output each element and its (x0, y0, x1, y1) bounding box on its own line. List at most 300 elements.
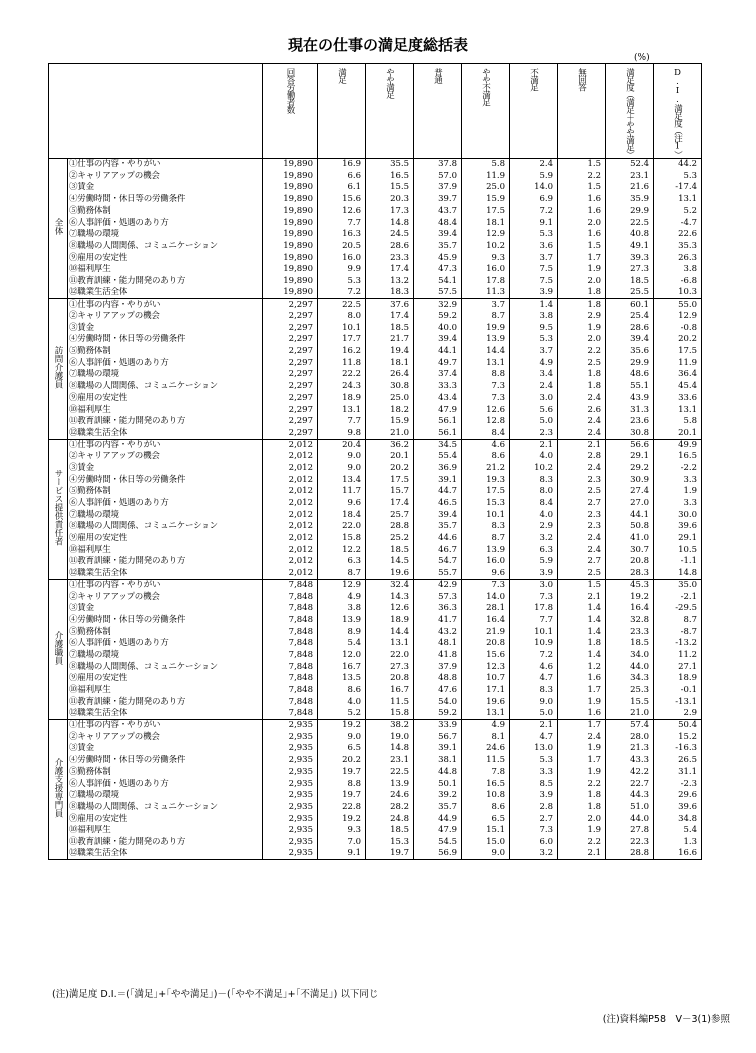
value-cell: -2.3 (654, 778, 702, 790)
value-cell: 3.4 (510, 369, 558, 381)
value-cell: 19,890 (263, 182, 318, 194)
value-cell: 27.0 (606, 497, 654, 509)
value-cell: 9.9 (318, 264, 366, 276)
value-cell: 1.3 (654, 836, 702, 848)
value-cell: 55.7 (414, 568, 462, 580)
value-cell: 18.5 (366, 322, 414, 334)
item-label: ⑩福利厚生 (68, 684, 263, 696)
value-cell: 2,297 (263, 299, 318, 311)
value-cell: 9.5 (510, 322, 558, 334)
value-cell: 19,890 (263, 275, 318, 287)
value-cell: 35.7 (414, 240, 462, 252)
value-cell: 24.8 (366, 813, 414, 825)
value-cell: 45.9 (414, 252, 462, 264)
value-cell: 35.7 (414, 521, 462, 533)
value-cell: 16.4 (462, 614, 510, 626)
value-cell: 2,012 (263, 497, 318, 509)
value-cell: 19.6 (366, 568, 414, 580)
value-cell: 9.1 (318, 848, 366, 860)
value-cell: 9.6 (462, 568, 510, 580)
value-cell: 19.9 (462, 322, 510, 334)
item-label: ⑤勤務体制 (68, 346, 263, 358)
value-cell: 7,848 (263, 673, 318, 685)
value-cell: -13.2 (654, 638, 702, 650)
item-label: ⑧職場の人間関係、コミュニケーション (68, 661, 263, 673)
value-cell: 1.6 (558, 194, 606, 206)
column-header-label: やや不満足 (480, 68, 491, 106)
value-cell: 7,848 (263, 661, 318, 673)
value-cell: 1.9 (654, 486, 702, 498)
value-cell: 15.7 (366, 486, 414, 498)
item-label: ①仕事の内容・やりがい (68, 579, 263, 591)
value-cell: 6.5 (462, 813, 510, 825)
value-cell: 8.7 (462, 533, 510, 545)
table-row (49, 322, 702, 334)
value-cell: -1.1 (654, 556, 702, 568)
value-cell: 37.6 (366, 299, 414, 311)
value-cell: 14.4 (462, 346, 510, 358)
value-cell: -8.7 (654, 626, 702, 638)
table-row (49, 591, 702, 603)
value-cell: 10.2 (462, 240, 510, 252)
value-cell: 5.4 (318, 638, 366, 650)
value-cell: 8.3 (462, 521, 510, 533)
value-cell: 3.0 (510, 392, 558, 404)
value-cell: 29.1 (654, 533, 702, 545)
value-cell: 6.6 (318, 170, 366, 182)
value-cell: 25.2 (366, 533, 414, 545)
value-cell: 34.8 (654, 813, 702, 825)
value-cell: 33.3 (414, 381, 462, 393)
value-cell: 29.1 (606, 451, 654, 463)
item-label: ⑫職業生活全体 (68, 287, 263, 299)
value-cell: 39.3 (606, 252, 654, 264)
value-cell: 10.9 (510, 638, 558, 650)
value-cell: 1.9 (558, 743, 606, 755)
value-cell: 21.6 (606, 182, 654, 194)
value-cell: 45.3 (606, 579, 654, 591)
value-cell: 5.3 (318, 275, 366, 287)
value-cell: 5.4 (654, 825, 702, 837)
value-cell: 43.7 (414, 205, 462, 217)
value-cell: 28.2 (366, 801, 414, 813)
value-cell: 47.3 (414, 264, 462, 276)
value-cell: 13.1 (654, 404, 702, 416)
value-cell: 8.5 (510, 778, 558, 790)
value-cell: 2.2 (558, 778, 606, 790)
value-cell: 15.5 (366, 182, 414, 194)
value-cell: 1.9 (558, 766, 606, 778)
value-cell: 3.7 (510, 346, 558, 358)
value-cell: 2,012 (263, 568, 318, 580)
value-cell: 44.0 (606, 661, 654, 673)
value-cell: 1.8 (558, 287, 606, 299)
value-cell: 7,848 (263, 603, 318, 615)
item-label: ③賃金 (68, 322, 263, 334)
value-cell: 1.7 (558, 755, 606, 767)
item-label: ③賃金 (68, 462, 263, 474)
value-cell: 16.6 (654, 848, 702, 860)
table-row (49, 556, 702, 568)
value-cell: 3.0 (510, 579, 558, 591)
value-cell: 36.2 (366, 439, 414, 451)
value-cell: 4.0 (318, 696, 366, 708)
item-label: ⑥人事評価・処遇のあり方 (68, 778, 263, 790)
value-cell: 19,890 (263, 252, 318, 264)
table-row (49, 229, 702, 241)
value-cell: 25.0 (366, 392, 414, 404)
value-cell: 21.0 (606, 708, 654, 720)
table-row (49, 579, 702, 591)
value-cell: 2.9 (510, 521, 558, 533)
value-cell: 12.6 (318, 205, 366, 217)
value-cell: 15.6 (462, 649, 510, 661)
value-cell: 28.1 (462, 603, 510, 615)
value-cell: 59.2 (414, 310, 462, 322)
value-cell: 18.5 (366, 544, 414, 556)
item-label: ⑧職場の人間関係、コミュニケーション (68, 521, 263, 533)
value-cell: 1.9 (558, 264, 606, 276)
value-cell: 34.5 (414, 439, 462, 451)
value-cell: 39.4 (414, 509, 462, 521)
table-row (49, 743, 702, 755)
table-row (49, 357, 702, 369)
value-cell: 45.4 (654, 381, 702, 393)
value-cell: 42.9 (414, 579, 462, 591)
value-cell: 1.5 (558, 579, 606, 591)
table-row (49, 182, 702, 194)
item-label: ②キャリアアップの機会 (68, 591, 263, 603)
value-cell: 29.2 (606, 462, 654, 474)
value-cell: 3.6 (510, 240, 558, 252)
item-label: ②キャリアアップの機会 (68, 170, 263, 182)
value-cell: 3.3 (654, 497, 702, 509)
item-label: ④労働時間・休日等の労働条件 (68, 614, 263, 626)
value-cell: 30.8 (366, 381, 414, 393)
value-cell: 13.1 (462, 357, 510, 369)
table-row (49, 790, 702, 802)
value-cell: 16.5 (654, 451, 702, 463)
value-cell: 48.4 (414, 217, 462, 229)
value-cell: 1.4 (558, 614, 606, 626)
value-cell: 1.8 (558, 638, 606, 650)
value-cell: 49.7 (414, 357, 462, 369)
value-cell: 28.3 (606, 568, 654, 580)
item-label: ①仕事の内容・やりがい (68, 720, 263, 732)
value-cell: 15.8 (318, 533, 366, 545)
value-cell: 17.5 (654, 346, 702, 358)
value-cell: 21.2 (462, 462, 510, 474)
value-cell: 20.2 (366, 462, 414, 474)
table-row (49, 521, 702, 533)
value-cell: 43.9 (606, 392, 654, 404)
value-cell: 13.2 (366, 275, 414, 287)
value-cell: 16.7 (366, 684, 414, 696)
value-cell: 36.3 (414, 603, 462, 615)
value-cell: 2.4 (510, 159, 558, 171)
value-cell: 50.8 (606, 521, 654, 533)
value-cell: 7,848 (263, 591, 318, 603)
value-cell: 5.9 (510, 556, 558, 568)
item-label: ⑤勤務体制 (68, 626, 263, 638)
value-cell: 7,848 (263, 684, 318, 696)
value-cell: 4.9 (318, 591, 366, 603)
value-cell: 44.1 (414, 346, 462, 358)
value-cell: 7.2 (318, 287, 366, 299)
value-cell: 11.2 (654, 649, 702, 661)
table-row (49, 404, 702, 416)
value-cell: 7.8 (462, 766, 510, 778)
value-cell: 22.0 (366, 649, 414, 661)
value-cell: 3.8 (510, 310, 558, 322)
value-cell: 44.6 (414, 533, 462, 545)
column-header-label: 不満足 (528, 68, 539, 91)
value-cell: 7.3 (462, 392, 510, 404)
value-cell: 39.2 (414, 790, 462, 802)
value-cell: 7.7 (318, 416, 366, 428)
value-cell: 3.3 (510, 766, 558, 778)
value-cell: 15.3 (462, 497, 510, 509)
column-header (366, 64, 414, 159)
value-cell: 1.7 (558, 720, 606, 732)
column-header (462, 64, 510, 159)
value-cell: 25.7 (366, 509, 414, 521)
value-cell: 21.0 (366, 427, 414, 439)
value-cell: 15.8 (366, 708, 414, 720)
value-cell: 26.4 (366, 369, 414, 381)
value-cell: 19,890 (263, 194, 318, 206)
item-label: ⑨雇用の安定性 (68, 392, 263, 404)
value-cell: 5.3 (510, 229, 558, 241)
value-cell: 17.8 (510, 603, 558, 615)
table-row (49, 755, 702, 767)
value-cell: 7.7 (510, 614, 558, 626)
table-row (49, 392, 702, 404)
value-cell: 11.8 (318, 357, 366, 369)
value-cell: 5.2 (318, 708, 366, 720)
value-cell: 9.3 (462, 252, 510, 264)
value-cell: 5.8 (462, 159, 510, 171)
value-cell: 31.1 (654, 766, 702, 778)
table-row (49, 603, 702, 615)
value-cell: 8.0 (318, 310, 366, 322)
value-cell: 56.7 (414, 731, 462, 743)
item-label: ②キャリアアップの機会 (68, 731, 263, 743)
item-label: ③賃金 (68, 743, 263, 755)
value-cell: 2.4 (558, 533, 606, 545)
value-cell: 12.2 (318, 544, 366, 556)
value-cell: 15.6 (318, 194, 366, 206)
table-row (49, 778, 702, 790)
value-cell: 2.1 (558, 591, 606, 603)
value-cell: 3.9 (510, 568, 558, 580)
value-cell: 46.5 (414, 497, 462, 509)
table-row (49, 649, 702, 661)
value-cell: 24.5 (366, 229, 414, 241)
item-label: ⑥人事評価・処遇のあり方 (68, 497, 263, 509)
value-cell: 10.7 (462, 673, 510, 685)
value-cell: 10.5 (654, 544, 702, 556)
table-row (49, 416, 702, 428)
value-cell: 7,848 (263, 579, 318, 591)
value-cell: 2,012 (263, 556, 318, 568)
table-row (49, 661, 702, 673)
column-header (558, 64, 606, 159)
value-cell: 2.4 (558, 731, 606, 743)
value-cell: 19,890 (263, 240, 318, 252)
value-cell: 39.6 (654, 521, 702, 533)
value-cell: 30.0 (654, 509, 702, 521)
value-cell: 26.5 (654, 755, 702, 767)
column-header (263, 64, 318, 159)
value-cell: 2,935 (263, 731, 318, 743)
value-cell: 31.3 (606, 404, 654, 416)
value-cell: 16.5 (366, 170, 414, 182)
item-label: ⑨雇用の安定性 (68, 813, 263, 825)
value-cell: 7.3 (462, 579, 510, 591)
value-cell: 39.1 (414, 474, 462, 486)
value-cell: 12.0 (318, 649, 366, 661)
value-cell: 20.1 (654, 427, 702, 439)
value-cell: 5.3 (654, 170, 702, 182)
value-cell: 19.4 (366, 346, 414, 358)
page-title: 現在の仕事の満足度総括表 (287, 36, 468, 54)
value-cell: 20.3 (366, 194, 414, 206)
value-cell: 25.0 (462, 182, 510, 194)
value-cell: 19,890 (263, 170, 318, 182)
table-row (49, 299, 702, 311)
group-label-cell (49, 579, 68, 719)
item-label: ⑧職場の人間関係、コミュニケーション (68, 381, 263, 393)
value-cell: 28.0 (606, 731, 654, 743)
value-cell: 33.9 (414, 720, 462, 732)
value-cell: 20.5 (318, 240, 366, 252)
value-cell: 2,297 (263, 416, 318, 428)
value-cell: 4.0 (510, 509, 558, 521)
table-row (49, 825, 702, 837)
value-cell: 8.7 (654, 614, 702, 626)
value-cell: 1.5 (558, 182, 606, 194)
value-cell: 54.7 (414, 556, 462, 568)
item-label: ⑪教育訓練・能力開発のあり方 (68, 556, 263, 568)
value-cell: 7.2 (510, 205, 558, 217)
value-cell: 17.1 (462, 684, 510, 696)
value-cell: 3.2 (510, 848, 558, 860)
value-cell: 2.9 (558, 310, 606, 322)
value-cell: 14.3 (366, 591, 414, 603)
value-cell: 17.7 (318, 334, 366, 346)
value-cell: 16.7 (318, 661, 366, 673)
value-cell: 2,012 (263, 439, 318, 451)
value-cell: 8.0 (510, 486, 558, 498)
value-cell: 12.8 (462, 416, 510, 428)
value-cell: 2.2 (558, 170, 606, 182)
value-cell: 2.8 (510, 801, 558, 813)
value-cell: 3.7 (510, 252, 558, 264)
table-row (49, 194, 702, 206)
column-header (510, 64, 558, 159)
value-cell: 17.3 (366, 205, 414, 217)
value-cell: 42.2 (606, 766, 654, 778)
item-label: ④労働時間・休日等の労働条件 (68, 474, 263, 486)
value-cell: 48.1 (414, 638, 462, 650)
value-cell: 44.1 (606, 509, 654, 521)
value-cell: 54.1 (414, 275, 462, 287)
value-cell: 41.0 (606, 533, 654, 545)
value-cell: -0.1 (654, 684, 702, 696)
value-cell: 2,935 (263, 778, 318, 790)
table-row (49, 170, 702, 182)
table-row (49, 836, 702, 848)
item-label: ⑧職場の人間関係、コミュニケーション (68, 240, 263, 252)
table-row (49, 252, 702, 264)
value-cell: 4.9 (462, 720, 510, 732)
value-cell: 37.4 (414, 369, 462, 381)
value-cell: 3.3 (654, 474, 702, 486)
value-cell: 11.9 (654, 357, 702, 369)
value-cell: 3.7 (462, 299, 510, 311)
value-cell: 14.8 (366, 217, 414, 229)
column-header (318, 64, 366, 159)
value-cell: 46.7 (414, 544, 462, 556)
value-cell: 5.0 (510, 708, 558, 720)
value-cell: 51.0 (606, 801, 654, 813)
value-cell: 2.7 (558, 556, 606, 568)
value-cell: 2,012 (263, 544, 318, 556)
table-row (49, 240, 702, 252)
value-cell: 2,012 (263, 462, 318, 474)
group-label: 全体 (53, 218, 63, 236)
value-cell: 10.1 (510, 626, 558, 638)
value-cell: 57.4 (606, 720, 654, 732)
value-cell: 35.6 (606, 346, 654, 358)
value-cell: 5.6 (510, 404, 558, 416)
value-cell: 2,935 (263, 801, 318, 813)
value-cell: 41.8 (414, 649, 462, 661)
column-header (654, 64, 702, 159)
value-cell: 18.2 (366, 404, 414, 416)
value-cell: 9.6 (318, 497, 366, 509)
value-cell: 17.4 (366, 497, 414, 509)
value-cell: 17.5 (462, 486, 510, 498)
value-cell: 30.7 (606, 544, 654, 556)
item-label: ⑦職場の環境 (68, 229, 263, 241)
item-label: ⑩福利厚生 (68, 825, 263, 837)
value-cell: 22.8 (318, 801, 366, 813)
value-cell: 2.8 (558, 451, 606, 463)
value-cell: 20.2 (318, 755, 366, 767)
value-cell: 7.3 (462, 381, 510, 393)
value-cell: 2.7 (558, 497, 606, 509)
value-cell: 4.9 (510, 357, 558, 369)
value-cell: 16.4 (606, 603, 654, 615)
value-cell: 30.9 (606, 474, 654, 486)
value-cell: 11.5 (462, 755, 510, 767)
group-label: 訪問介護員 (53, 345, 63, 389)
table-row (49, 673, 702, 685)
value-cell: 14.8 (366, 743, 414, 755)
table-row (49, 708, 702, 720)
item-label: ⑩福利厚生 (68, 544, 263, 556)
value-cell: 9.0 (318, 451, 366, 463)
value-cell: 2.1 (510, 439, 558, 451)
value-cell: 17.8 (462, 275, 510, 287)
value-cell: 56.1 (414, 416, 462, 428)
value-cell: 40.8 (606, 229, 654, 241)
value-cell: 27.3 (606, 264, 654, 276)
table-row (49, 638, 702, 650)
value-cell: 18.4 (318, 509, 366, 521)
